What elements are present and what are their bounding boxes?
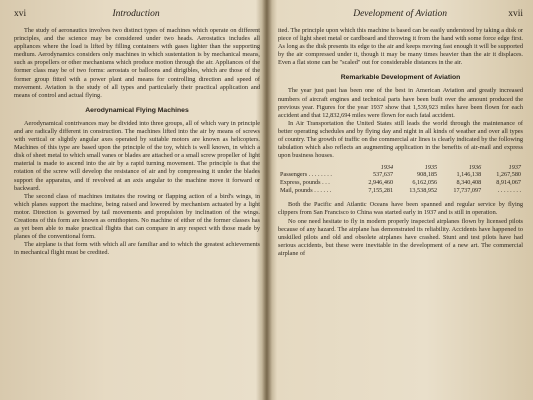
table-cell: 7,155,281 [368, 187, 394, 195]
table-cell: 2,946,460 [368, 179, 394, 187]
row-label: Passengers . . . . . . . . [280, 171, 332, 179]
year-header: 1934 [380, 164, 394, 172]
right-page-number: xvii [508, 9, 523, 19]
year-header: 1936 [468, 164, 482, 172]
left-section-title: Aerodynamical Flying Machines [85, 106, 189, 114]
left-paragraph-2: Aerodynamical contrivances may be divided into three groups, all of which vary in principle and are radically different in construction. The machines lifted into the air by means of screws with vertical or slightly angular axes operated by suitable motors are known as helicopters. Machines of this type are based upon the principle of the toy, which is well known, in which a disk of sheet metal to which small vanes or blades are attached or a small screw propeller of light material is made to ascend into the air by a rapid turning movement. The principle is that the rotation of the screw will develop the resistance of air and by compressing it under the blades support the apparatus, and if revolved at an axis angular to the machine move it forward or backward. [14, 119, 260, 192]
table-cell: 6,162,056 [412, 179, 438, 187]
left-page [0, 0, 264, 400]
left-paragraph-1: The study of aeronautics involves two distinct types of machines which operate on different principles, and the science may be considered under two heads. Aerostatics includes all appliances where the load is lifted by filling containers with gases lighter than the supporting medium. Aerodynamics considers only machines in which sustentation is by mechanical means, such as propellers or other mechanisms which produce motion through the air. Appliances of the former class may be of two forms: aerostats or balloons and dirigibles, which are those of the former group fitted with a power plant and means for controlling direction and speed of movement. Aviation is the study of all types and particularly their practical application and means of control and actual flying. [14, 27, 260, 99]
left-running-head: Introduction [112, 9, 160, 19]
right-paragraph-2: The year just past has been one of the best in American Aviation and greatly increased numbers of aircraft engines and technical parts have been built over the amount produced the previous year. Figures for the year 1937 show that 1,539,923 miles have been flown for each accident and that 12,832,694 miles were flown for each fatal accident. [278, 87, 523, 119]
right-paragraph-3: In Air Transportation the United States still leads the world through the maintenance of better operating schedules and by flying day and night in all kinds of weather and over all types of country. The growth of traffic on the commercial air lines is clearly indicated by the following tabulation which also reflects an augmenting application in the benefits of air-mail and express upon business houses. [278, 119, 523, 160]
table-cell: 17,737,097 [453, 187, 482, 195]
table-cell: 537,637 [372, 171, 394, 179]
traffic-table [278, 164, 523, 195]
year-header: 1937 [508, 164, 521, 172]
left-page-header [14, 9, 260, 19]
table-cell: 8,340,408 [456, 179, 482, 187]
right-page-header [278, 9, 523, 19]
right-page [270, 0, 533, 400]
right-paragraph-1: ited. The principle upon which this machine is based can be easily understood by taking a disk or piece of light sheet metal or cardboard and throwing it from the hand with some force edge first. As long as the disk presents its edge to the air and keeps moving fast enough it will be supported by the air compressed under it, though it may be many times heavier than the air it displaces. Even a flat stone can be "scaled" out for considerable distances in the air. [278, 27, 523, 67]
row-label: Express, pounds . . . [280, 179, 330, 187]
table-cell: 1,267,580 [496, 171, 521, 179]
table-cell: 1,146,138 [456, 171, 482, 179]
table-cell: 908,185 [417, 171, 438, 179]
table-cell: . . . . . . . . [497, 187, 521, 195]
right-section-title: Remarkable Development of Aviation [340, 74, 461, 82]
year-header: 1935 [424, 164, 438, 172]
right-paragraph-4: Both the Pacific and Atlantic Oceans have been spanned and regular service by flying clippers from San Francisco to China was started early in 1937 and is still in operation. [278, 201, 523, 217]
right-paragraph-5: No one need hesitate to fly in modern properly inspected airplanes flown by licensed pilots because of any hazard. The airplane has demonstrated its reliability. Accidents have happened to unskilled pilots and old and obsolete airplanes have crashed. Stunt and test pilots have had serious accidents, but these were inevitable in the development of a new art. The commercial airplane of [278, 217, 523, 257]
left-paragraph-3: The second class of machines imitates the rowing or flapping action of a bird's wings, in which planes support the machine, being raised and lowered by mechanism actuated by a light motor. Direction is governed by tail movements and propulsion by inclination of the wings. Creations of this form are known as ornithopters. No machine of either of the former classes has as yet been able to make practical flights that can compare in any respect with those made by planes of the conventional form. [14, 192, 260, 241]
table-row [278, 179, 523, 187]
table-row [278, 171, 523, 179]
table-cell: 13,538,952 [409, 187, 438, 195]
traffic-table-header [278, 164, 523, 171]
row-label: Mail, pounds . . . . . . [280, 187, 332, 195]
left-page-number: xvi [14, 9, 27, 19]
table-row [278, 187, 523, 195]
right-running-head: Development of Aviation [353, 9, 447, 19]
table-cell: 8,914,067 [496, 179, 521, 187]
left-paragraph-4: The airplane is that form with which all are familiar and to which the greatest achievements in mechanical flight must be credited. [14, 241, 260, 257]
